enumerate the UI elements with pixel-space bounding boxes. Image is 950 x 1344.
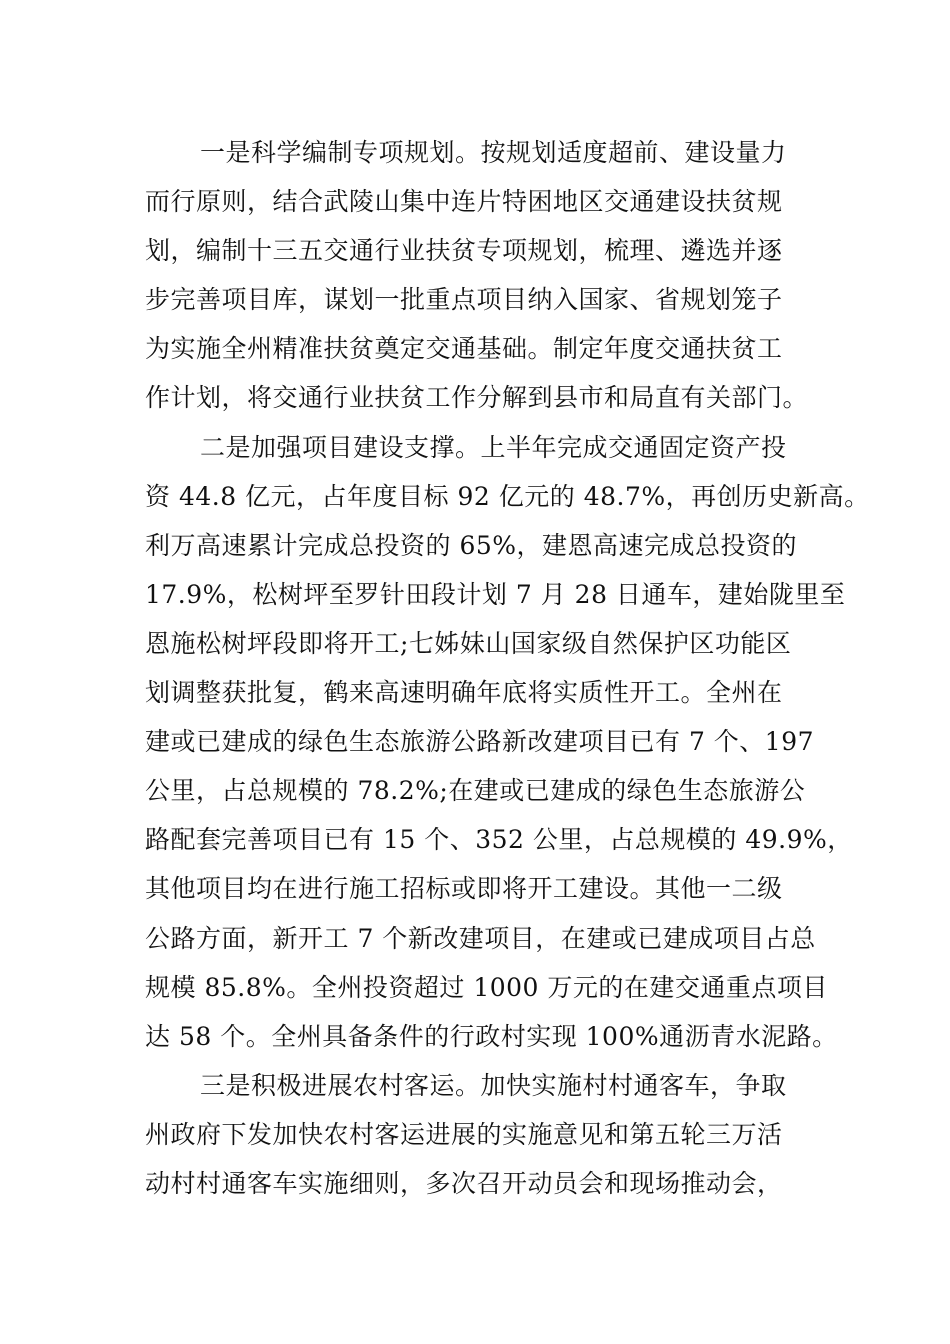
text-line: 州政府下发加快农村客运进展的实施意见和第五轮三万活 bbox=[145, 1119, 783, 1149]
text-line: 公里，占总规模的 78.2%;在建或已建成的绿色生态旅游公 bbox=[145, 776, 806, 806]
text-line: 划，编制十三五交通行业扶贫专项规划，梳理、遴选并逐 bbox=[145, 236, 783, 266]
text-line: 建或已建成的绿色生态旅游公路新改建项目已有 7 个、197 bbox=[145, 727, 815, 757]
text-line: 三是积极进展农村客运。加快实施村村通客车，争取 bbox=[200, 1070, 787, 1100]
text-line: 达 58 个。全州具备条件的行政村实现 100%通沥青水泥路。 bbox=[145, 1021, 838, 1051]
text-line: 17.9%，松树坪至罗针田段计划 7 月 28 日通车，建始陇里至 bbox=[145, 579, 846, 609]
paragraph-1 bbox=[145, 128, 810, 423]
text-line: 划调整获批复，鹤来高速明确年底将实质性开工。全州在 bbox=[145, 678, 783, 708]
text-line: 利万高速累计完成总投资的 65%，建恩高速完成总投资的 bbox=[145, 530, 798, 560]
text-line: 一是科学编制专项规划。按规划适度超前、建设量力 bbox=[200, 138, 787, 167]
text-line: 恩施松树坪段即将开工;七姊妹山国家级自然保护区功能区 bbox=[145, 628, 792, 658]
text-line: 其他项目均在进行施工招标或即将开工建设。其他一二级 bbox=[145, 874, 783, 904]
text-line: 规模 85.8%。全州投资超过 1000 万元的在建交通重点项目 bbox=[145, 972, 828, 1002]
text-line: 作计划，将交通行业扶贫工作分解到县市和局直有关部门。 bbox=[145, 383, 809, 413]
document-body bbox=[145, 128, 870, 1208]
text-line: 动村村通客车实施细则，多次召开动员会和现场推动会， bbox=[145, 1168, 783, 1198]
paragraph-2 bbox=[145, 423, 870, 1061]
text-line: 而行原则，结合武陵山集中连片特困地区交通建设扶贫规 bbox=[145, 187, 783, 217]
text-line: 二是加强项目建设支撑。上半年完成交通固定资产投 bbox=[200, 432, 787, 462]
text-line: 为实施全州精准扶贫奠定交通基础。制定年度交通扶贫工 bbox=[145, 334, 783, 364]
paragraph-3 bbox=[145, 1061, 810, 1208]
text-line: 步完善项目库，谋划一批重点项目纳入国家、省规划笼子 bbox=[145, 285, 783, 315]
text-line: 路配套完善项目已有 15 个、352 公里，占总规模的 49.9%， bbox=[145, 825, 853, 855]
text-line: 公路方面，新开工 7 个新改建项目，在建或已建成项目占总 bbox=[145, 923, 816, 953]
text-line: 资 44.8 亿元，占年度目标 92 亿元的 48.7%，再创历史新高。 bbox=[145, 481, 870, 511]
